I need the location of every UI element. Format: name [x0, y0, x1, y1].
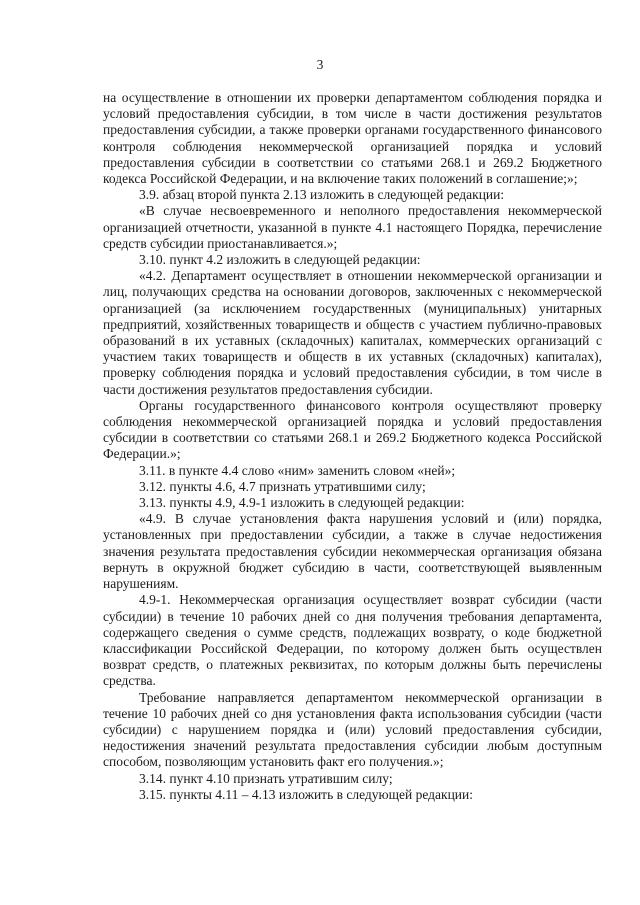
paragraph-3-9: 3.9. абзац второй пункта 2.13 изложить в следующей редакции:: [139, 187, 505, 203]
paragraph-requirement: Требование направляется департаментом некоммерческой организации в течение 10 рабочих дней со дня установления факта использования субсидии (части субсидии) с нарушением порядка и (или) условий предоставления субсидии, недостижения значений результата предоставления субсидии любым доступным способом, позволяющим установить факт его получения.»;: [103, 689, 602, 770]
document-body: [103, 90, 602, 803]
paragraph-3-14: 3.14. пункт 4.10 признать утратившим силу;: [139, 770, 393, 786]
paragraph-quote-4-9: «4.9. В случае установления факта нарушения условий и (или) порядка, установленных при предоставлении субсидии, а также в случае недостижения значения результата предоставления субсидии некоммерческая организация обязана вернуть в окружной бюджет субсидию в части, соответствующей выявленным нарушениям.: [103, 511, 602, 592]
paragraph-quote-2-13: «В случае несвоевременного и неполного предоставления некоммерческой организацией отчетности, указанной в пункте 4.1 настоящего Порядка, перечисление средств субсидии приостанавливается.»;: [103, 203, 602, 251]
paragraph-3-15: 3.15. пункты 4.11 – 4.13 изложить в следующей редакции:: [139, 786, 474, 802]
paragraph-continuation: на осуществление в отношении их проверки департаментом соблюдения порядка и условий предоставления субсидии, в том числе в части достижения результатов предоставления субсидии, а также проверки органами государственного финансового контроля соблюдения некоммерческой организацией порядка и условий предоставления субсидии в соответствии со статьями 268.1 и 269.2 Бюджетного кодекса Российской Федерации, и на включение таких положений в соглашение;»;: [103, 90, 602, 187]
paragraph-financial-control: Органы государственного финансового контроля осуществляют проверку соблюдения некоммерческой организацией порядка и условий предоставления субсидии в соответствии со статьями 268.1 и 269.2 Бюджетного кодекса Российской Федерации.»;: [103, 397, 602, 462]
paragraph-3-11: 3.11. в пункте 4.4 слово «ним» заменить словом «ней»;: [139, 462, 456, 478]
paragraph-4-9-1: 4.9-1. Некоммерческая организация осуществляет возврат субсидии (части субсидии) в течение 10 рабочих дней со дня получения требования департамента, содержащего сведения о сумме средств, подлежащих возврату, о коде бюджетной классификации Российской Федерации, по которому должен быть осуществлен возврат средств, о платежных реквизитах, по которым должны быть перечислены средства.: [103, 592, 602, 689]
page-number: 3: [316, 57, 324, 72]
paragraph-3-10: 3.10. пункт 4.2 изложить в следующей редакции:: [139, 252, 421, 268]
paragraph-3-12: 3.12. пункты 4.6, 4.7 признать утратившими силу;: [139, 478, 426, 494]
paragraph-quote-4-2: «4.2. Департамент осуществляет в отношении некоммерческой организации и лиц, получающих средства на основании договоров, заключенных с некоммерческой организацией (за исключением государственных (муниципальных) унитарных предприятий, хозяйственных товариществ и обществ с участием публично-правовых образований в их уставных (складочных) капиталах, коммерческих организаций с участием таких товариществ и обществ в их уставных (складочных) капиталах), проверку соблюдения порядка и условий предоставления субсидии, в том числе в части достижения результатов предоставления субсидии.: [103, 268, 602, 397]
paragraph-3-13: 3.13. пункты 4.9, 4.9-1 изложить в следующей редакции:: [139, 495, 465, 511]
